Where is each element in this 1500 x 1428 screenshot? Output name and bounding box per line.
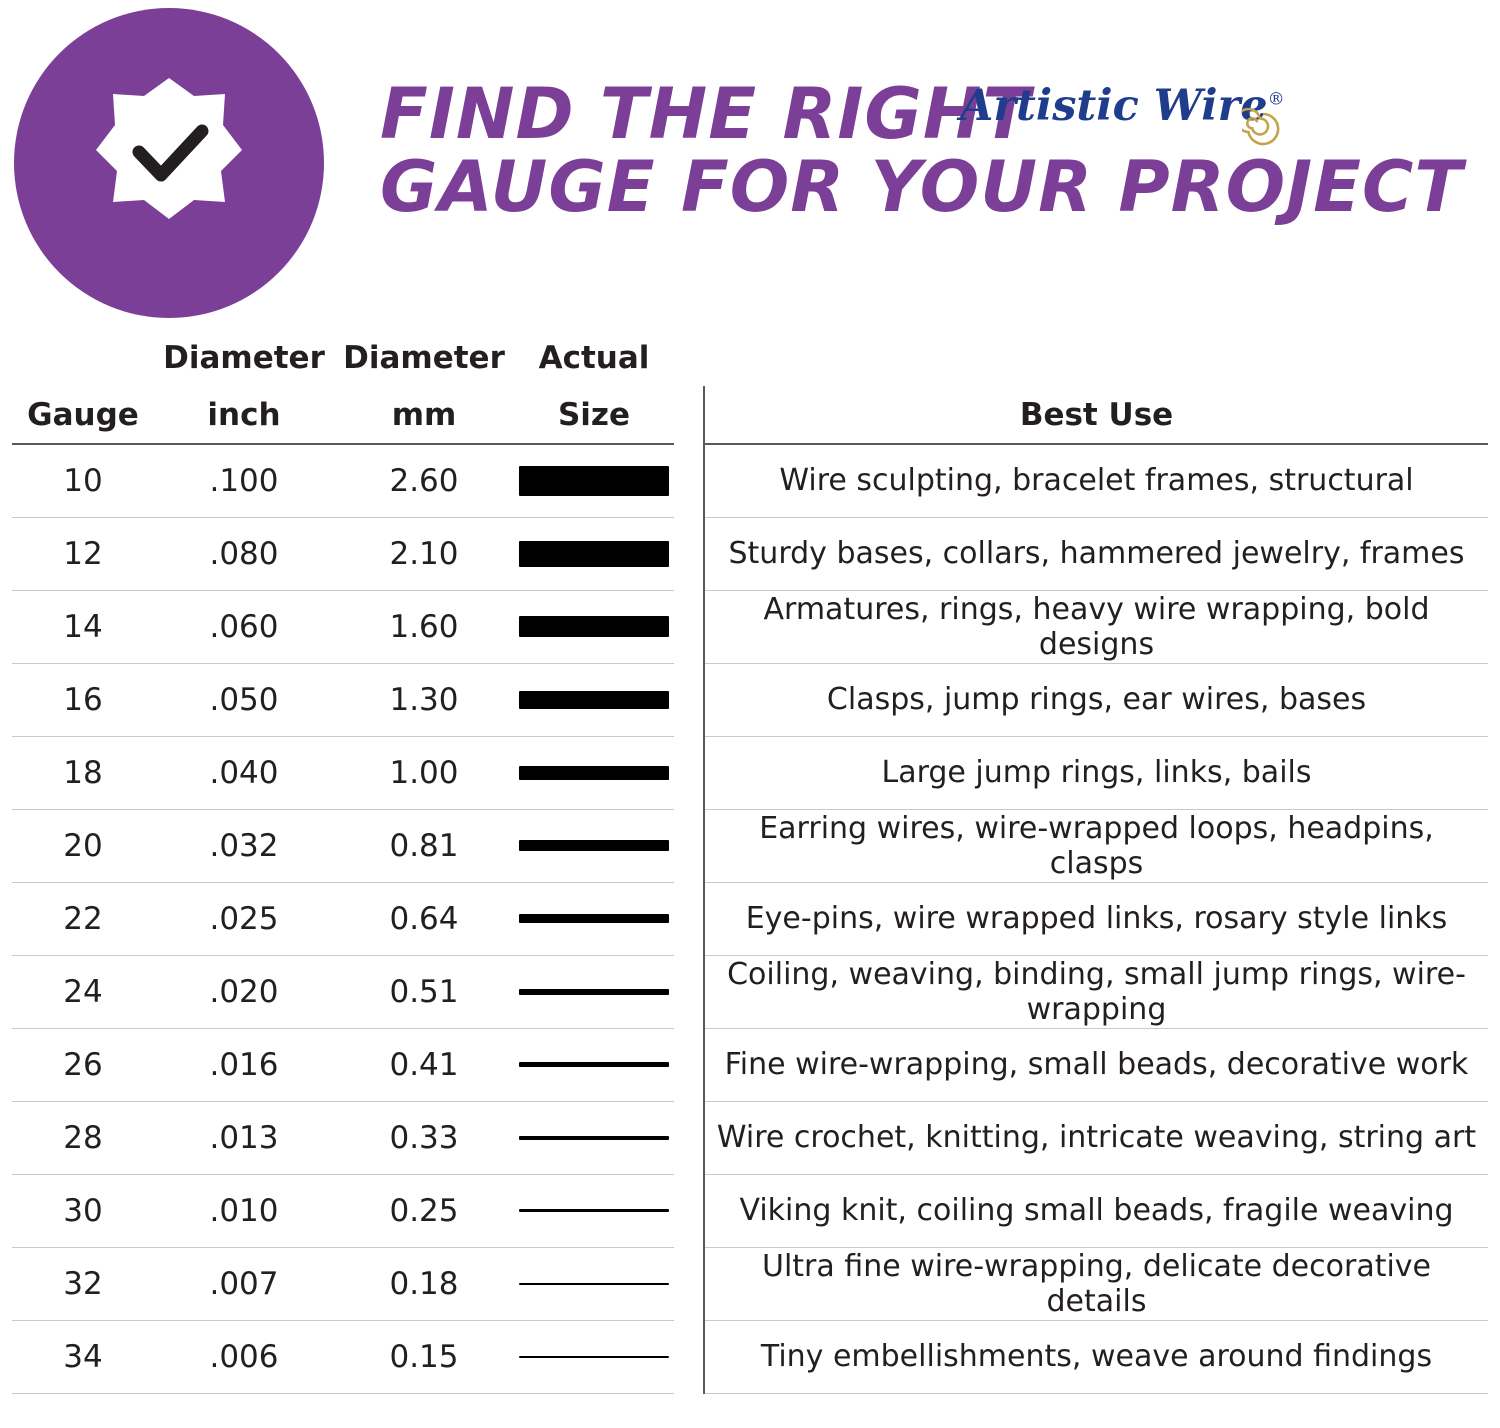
- cell-diameter-mm: 1.00: [334, 736, 514, 809]
- cell-diameter-inch: .006: [154, 1320, 334, 1393]
- cell-best-use: Large jump rings, links, bails: [704, 736, 1488, 809]
- wire-thickness-bar: [519, 1209, 669, 1212]
- cell-best-use: Sturdy bases, collars, hammered jewelry, frames: [704, 517, 1488, 590]
- cell-gauge: 12: [12, 517, 154, 590]
- cell-diameter-mm: 0.41: [334, 1028, 514, 1101]
- title-block: [380, 73, 1470, 228]
- cell-best-use: Viking knit, coiling small beads, fragile weaving: [704, 1174, 1488, 1247]
- table-row: [12, 809, 1488, 882]
- cell-gauge: 18: [12, 736, 154, 809]
- table-header: [12, 330, 1488, 444]
- header-spacer-2: [674, 330, 704, 386]
- checkmark-starburst-icon: [82, 76, 256, 250]
- header-bestuse-top: [704, 330, 1488, 386]
- header-diameter-mm-top: Diameter: [343, 340, 505, 376]
- cell-diameter-mm: 1.30: [334, 663, 514, 736]
- spiral-icon: [1242, 90, 1284, 163]
- header-diameter-inch: inch: [154, 386, 334, 444]
- cell-best-use: Fine wire-wrapping, small beads, decorative work: [704, 1028, 1488, 1101]
- cell-actual-size-swatch: [514, 1101, 674, 1174]
- wire-thickness-bar: [519, 541, 669, 567]
- cell-diameter-inch: .010: [154, 1174, 334, 1247]
- cell-actual-size-swatch: [514, 444, 674, 517]
- wire-thickness-bar: [519, 1283, 669, 1285]
- cell-diameter-inch: .040: [154, 736, 334, 809]
- table-row: [12, 663, 1488, 736]
- cell-spacer: [674, 809, 704, 882]
- wire-thickness-bar: [519, 989, 669, 995]
- cell-actual-size-swatch: [514, 663, 674, 736]
- table-row: [12, 955, 1488, 1028]
- cell-diameter-inch: .020: [154, 955, 334, 1028]
- table-row: [12, 736, 1488, 809]
- wire-thickness-bar: [519, 691, 669, 709]
- cell-best-use: Clasps, jump rings, ear wires, bases: [704, 663, 1488, 736]
- cell-diameter-inch: .080: [154, 517, 334, 590]
- cell-actual-size-swatch: [514, 590, 674, 663]
- header-diameter-mm: mm: [334, 386, 514, 444]
- cell-spacer: [674, 1101, 704, 1174]
- header-actual-top: Actual: [538, 340, 650, 376]
- page-title-text-1: FIND THE RIGHT: [380, 73, 1032, 155]
- cell-gauge: 14: [12, 590, 154, 663]
- table-body: [12, 444, 1488, 1393]
- cell-diameter-mm: 0.25: [334, 1174, 514, 1247]
- registered-mark: ®: [1267, 89, 1285, 110]
- cell-diameter-mm: 0.33: [334, 1101, 514, 1174]
- cell-diameter-mm: 0.51: [334, 955, 514, 1028]
- cell-diameter-mm: 1.60: [334, 590, 514, 663]
- gauge-table: [12, 330, 1488, 1394]
- cell-spacer: [674, 590, 704, 663]
- cell-diameter-inch: .013: [154, 1101, 334, 1174]
- cell-diameter-mm: 0.64: [334, 882, 514, 955]
- cell-actual-size-swatch: [514, 1247, 674, 1320]
- wire-thickness-bar: [519, 840, 669, 851]
- wire-thickness-bar: [519, 1062, 669, 1067]
- badge: [14, 8, 324, 318]
- cell-diameter-inch: .025: [154, 882, 334, 955]
- cell-spacer: [674, 1174, 704, 1247]
- cell-diameter-inch: .032: [154, 809, 334, 882]
- table-row: [12, 517, 1488, 590]
- cell-best-use: Armatures, rings, heavy wire wrapping, bold designs: [704, 590, 1488, 663]
- header-gauge: Gauge: [12, 386, 154, 444]
- cell-spacer: [674, 1028, 704, 1101]
- cell-spacer: [674, 1320, 704, 1393]
- cell-diameter-mm: 2.60: [334, 444, 514, 517]
- cell-best-use: Wire sculpting, bracelet frames, structural: [704, 444, 1488, 517]
- wire-thickness-bar: [519, 914, 669, 923]
- cell-spacer: [674, 955, 704, 1028]
- table-row: [12, 1174, 1488, 1247]
- cell-best-use: Tiny embellishments, weave around findings: [704, 1320, 1488, 1393]
- header-spacer-3: [674, 386, 704, 444]
- cell-actual-size-swatch: [514, 955, 674, 1028]
- header-spacer: [12, 330, 154, 386]
- cell-actual-size-swatch: [514, 1174, 674, 1247]
- wire-thickness-bar: [519, 1356, 669, 1358]
- artistic-wire-logo: [960, 60, 1290, 130]
- cell-diameter-mm: 0.15: [334, 1320, 514, 1393]
- cell-diameter-mm: 0.18: [334, 1247, 514, 1320]
- table-row: [12, 1320, 1488, 1393]
- cell-diameter-mm: 0.81: [334, 809, 514, 882]
- wire-thickness-bar: [519, 766, 669, 780]
- page-header: [0, 0, 1500, 330]
- header-actual-size: Size: [514, 386, 674, 444]
- cell-spacer: [674, 663, 704, 736]
- cell-gauge: 24: [12, 955, 154, 1028]
- header-diameter-inch-top: Diameter: [163, 340, 325, 376]
- cell-diameter-inch: .100: [154, 444, 334, 517]
- cell-gauge: 20: [12, 809, 154, 882]
- cell-actual-size-swatch: [514, 809, 674, 882]
- page-title-line-1: [380, 73, 1470, 155]
- cell-actual-size-swatch: [514, 1028, 674, 1101]
- cell-gauge: 30: [12, 1174, 154, 1247]
- cell-spacer: [674, 1247, 704, 1320]
- cell-spacer: [674, 517, 704, 590]
- cell-actual-size-swatch: [514, 517, 674, 590]
- cell-actual-size-swatch: [514, 1320, 674, 1393]
- cell-gauge: 34: [12, 1320, 154, 1393]
- cell-best-use: Coiling, weaving, binding, small jump rings, wire-wrapping: [704, 955, 1488, 1028]
- table-row: [12, 1028, 1488, 1101]
- wire-thickness-bar: [519, 1136, 669, 1140]
- wire-thickness-bar: [519, 466, 669, 496]
- cell-gauge: 10: [12, 444, 154, 517]
- cell-spacer: [674, 736, 704, 809]
- cell-gauge: 22: [12, 882, 154, 955]
- header-best-use: Best Use: [704, 386, 1488, 444]
- brand-name: Artistic Wire: [960, 81, 1268, 131]
- cell-spacer: [674, 444, 704, 517]
- cell-gauge: 32: [12, 1247, 154, 1320]
- cell-best-use: Ultra fine wire-wrapping, delicate decorative details: [704, 1247, 1488, 1320]
- cell-actual-size-swatch: [514, 736, 674, 809]
- table-row: [12, 1101, 1488, 1174]
- table-row: [12, 590, 1488, 663]
- cell-gauge: 26: [12, 1028, 154, 1101]
- cell-best-use: Earring wires, wire-wrapped loops, headpins, clasps: [704, 809, 1488, 882]
- cell-best-use: Eye-pins, wire wrapped links, rosary style links: [704, 882, 1488, 955]
- cell-diameter-inch: .016: [154, 1028, 334, 1101]
- cell-gauge: 16: [12, 663, 154, 736]
- gauge-table-area: [0, 330, 1500, 1394]
- table-row: [12, 882, 1488, 955]
- cell-spacer: [674, 882, 704, 955]
- cell-gauge: 28: [12, 1101, 154, 1174]
- cell-diameter-inch: .060: [154, 590, 334, 663]
- table-row: [12, 1247, 1488, 1320]
- cell-actual-size-swatch: [514, 882, 674, 955]
- cell-diameter-mm: 2.10: [334, 517, 514, 590]
- cell-best-use: Wire crochet, knitting, intricate weaving, string art: [704, 1101, 1488, 1174]
- cell-diameter-inch: .007: [154, 1247, 334, 1320]
- page-title-line-2: GAUGE FOR YOUR PROJECT: [380, 145, 1464, 228]
- cell-diameter-inch: .050: [154, 663, 334, 736]
- wire-thickness-bar: [519, 616, 669, 637]
- table-row: [12, 444, 1488, 517]
